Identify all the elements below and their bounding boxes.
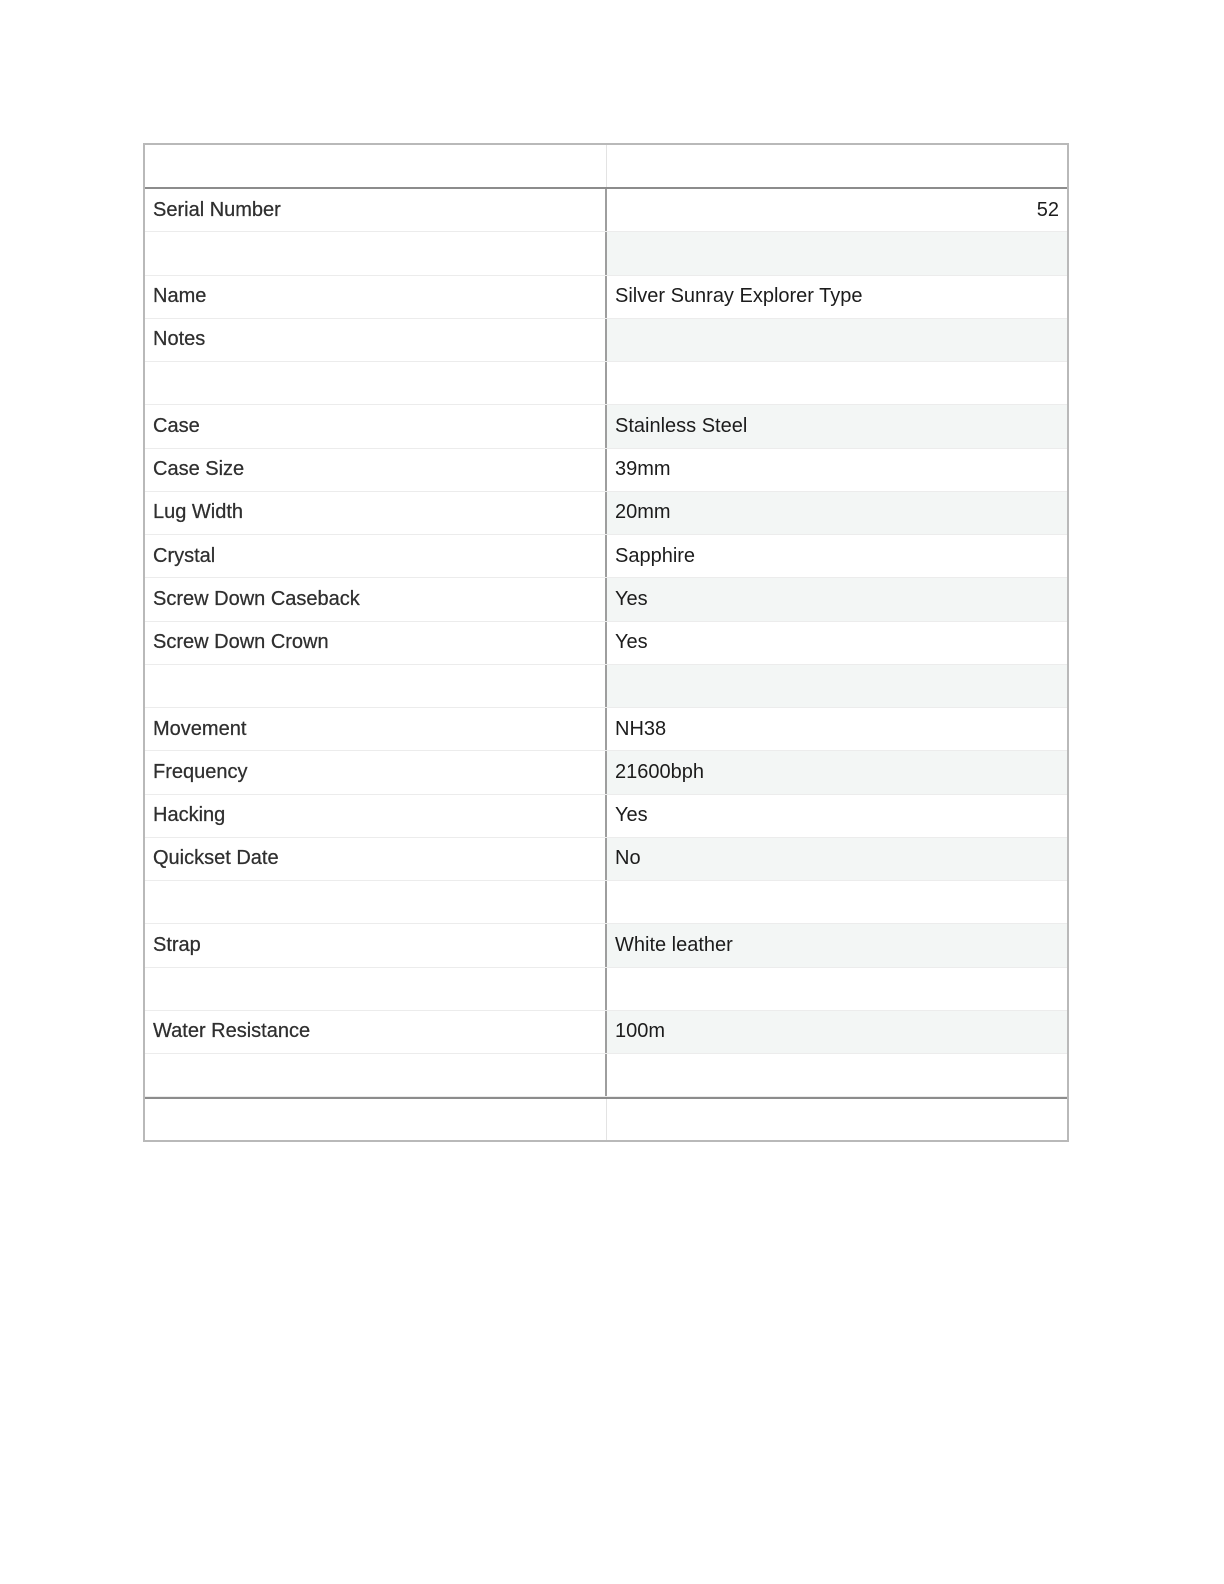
table-row: [145, 362, 1067, 405]
row-value[interactable]: NH38: [615, 717, 667, 740]
row-label[interactable]: [145, 1054, 607, 1096]
table-row: [145, 924, 1067, 967]
row-value[interactable]: 39mm: [615, 458, 671, 481]
table-row: [145, 795, 1067, 838]
row-value[interactable]: 52: [1036, 198, 1059, 221]
row-label[interactable]: Frequency: [145, 751, 607, 793]
row-label[interactable]: Water Resistance: [145, 1011, 607, 1053]
row-label[interactable]: Case Size: [145, 449, 607, 491]
row-label[interactable]: Hacking: [145, 795, 607, 837]
spreadsheet-table: [143, 143, 1069, 1142]
table-row: [145, 535, 1067, 578]
table-row: [145, 1011, 1067, 1054]
table-row: [145, 578, 1067, 621]
table-row: [145, 1054, 1067, 1097]
header-cell-label[interactable]: [145, 145, 607, 187]
table-row: [145, 492, 1067, 535]
row-label[interactable]: [145, 665, 607, 707]
header-row: [145, 145, 1067, 189]
row-value[interactable]: [607, 1054, 1067, 1096]
table-row: [145, 405, 1067, 448]
row-value[interactable]: 21600bph: [607, 751, 1067, 793]
footer-cell-value[interactable]: [607, 1099, 1067, 1140]
row-label[interactable]: Serial Number: [145, 189, 607, 231]
row-label[interactable]: [145, 232, 607, 274]
row-label[interactable]: Screw Down Caseback: [145, 578, 607, 620]
table-row: [145, 232, 1067, 275]
table-row: [145, 189, 1067, 232]
row-label[interactable]: Name: [145, 276, 607, 318]
row-label[interactable]: Lug Width: [145, 492, 607, 534]
row-value[interactable]: 20mm: [607, 492, 1067, 534]
row-label[interactable]: [145, 881, 607, 923]
table-row: [145, 838, 1067, 881]
row-value[interactable]: No: [607, 838, 1067, 880]
footer-cell-label[interactable]: [145, 1099, 607, 1140]
row-label[interactable]: Quickset Date: [145, 838, 607, 880]
row-value[interactable]: Yes: [615, 804, 648, 827]
row-value[interactable]: Yes: [615, 631, 648, 654]
row-value[interactable]: Sapphire: [615, 544, 696, 567]
table-row: [145, 449, 1067, 492]
row-value[interactable]: [607, 665, 1067, 707]
row-label[interactable]: [145, 968, 607, 1010]
row-label[interactable]: Strap: [145, 924, 607, 966]
table-row: [145, 665, 1067, 708]
table-row: [145, 708, 1067, 751]
row-label[interactable]: Crystal: [145, 535, 607, 577]
row-label[interactable]: Notes: [145, 319, 607, 361]
row-value[interactable]: 100m: [607, 1011, 1067, 1053]
row-value[interactable]: Silver Sunray Explorer Type: [615, 285, 863, 308]
table-row: [145, 319, 1067, 362]
row-value[interactable]: [607, 362, 1067, 404]
footer-row: [145, 1097, 1067, 1140]
row-value[interactable]: [607, 881, 1067, 923]
row-value[interactable]: White leather: [607, 924, 1067, 966]
table-row: [145, 622, 1067, 665]
table-row: [145, 751, 1067, 794]
row-value[interactable]: Yes: [607, 578, 1067, 620]
table-row: [145, 276, 1067, 319]
header-cell-value[interactable]: [607, 145, 1067, 187]
row-value[interactable]: [607, 968, 1067, 1010]
row-value[interactable]: Stainless Steel: [607, 405, 1067, 447]
row-label[interactable]: Movement: [145, 708, 607, 750]
row-label[interactable]: [145, 362, 607, 404]
table-row: [145, 881, 1067, 924]
row-value[interactable]: [607, 232, 1067, 274]
table-row: [145, 968, 1067, 1011]
row-value[interactable]: [607, 319, 1067, 361]
row-label[interactable]: Case: [145, 405, 607, 447]
row-label[interactable]: Screw Down Crown: [145, 622, 607, 664]
